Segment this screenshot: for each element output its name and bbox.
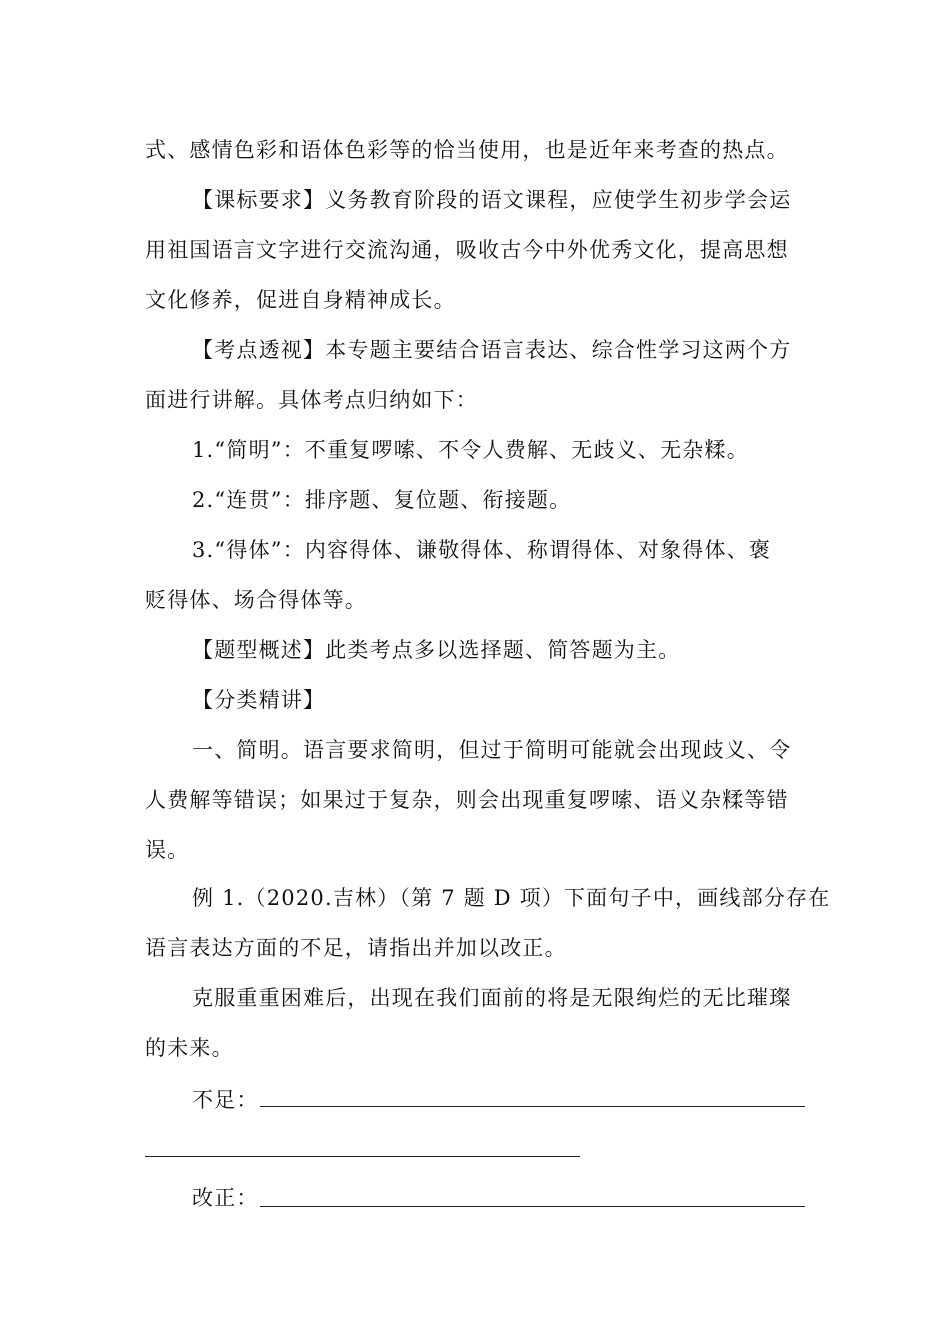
question-type-line: 【题型概述】此类考点多以选择题、简答题为主。 — [192, 638, 681, 662]
correction-label: 改正： — [192, 1186, 259, 1210]
paragraph-line: 文化修养，促进自身精神成长。 — [145, 288, 456, 312]
paragraph-line: 一、简明。语言要求简明，但过于简明可能就会出现歧义、令 — [192, 738, 792, 762]
deficiency-answer-line-continued[interactable] — [145, 1156, 580, 1157]
paragraph-line: 人费解等错误；如果过于复杂，则会出现重复啰嗦、语义杂糅等错 — [145, 788, 789, 812]
example-sentence-line: 克服重重困难后，出现在我们面前的将是无限绚烂的无比璀璨 — [192, 986, 792, 1010]
list-item-appropriate: 3.“得体”：内容得体、谦敬得体、称谓得体、对象得体、褒 — [192, 538, 772, 562]
paragraph-line: 误。 — [145, 838, 190, 862]
example-sentence-line: 的未来。 — [145, 1036, 234, 1060]
section-heading: 【分类精讲】 — [192, 688, 326, 712]
exam-point-line: 【考点透视】本专题主要结合语言表达、综合性学习这两个方 — [192, 338, 792, 362]
paragraph-line: 语言表达方面的不足，请指出并加以改正。 — [145, 936, 567, 960]
paragraph-line: 贬得体、场合得体等。 — [145, 588, 367, 612]
deficiency-label: 不足： — [192, 1088, 259, 1112]
curriculum-requirement-line: 【课标要求】义务教育阶段的语文课程，应使学生初步学会运 — [192, 188, 792, 212]
example-question-line: 例 1.（2020.吉林）（第 7 题 D 项）下面句子中，画线部分存在 — [192, 886, 831, 910]
paragraph-line: 式、感情色彩和语体色彩等的恰当使用，也是近年来考查的热点。 — [145, 138, 789, 162]
list-item-coherent: 2.“连贯”：排序题、复位题、衔接题。 — [192, 488, 572, 512]
paragraph-line: 面进行讲解。具体考点归纳如下： — [145, 388, 478, 412]
list-item-concise: 1.“简明”：不重复啰嗦、不令人费解、无歧义、无杂糅。 — [192, 438, 749, 462]
deficiency-answer-line[interactable] — [260, 1106, 805, 1107]
paragraph-line: 用祖国语言文字进行交流沟通，吸收古今中外优秀文化，提高思想 — [145, 238, 789, 262]
correction-answer-line[interactable] — [260, 1206, 805, 1207]
